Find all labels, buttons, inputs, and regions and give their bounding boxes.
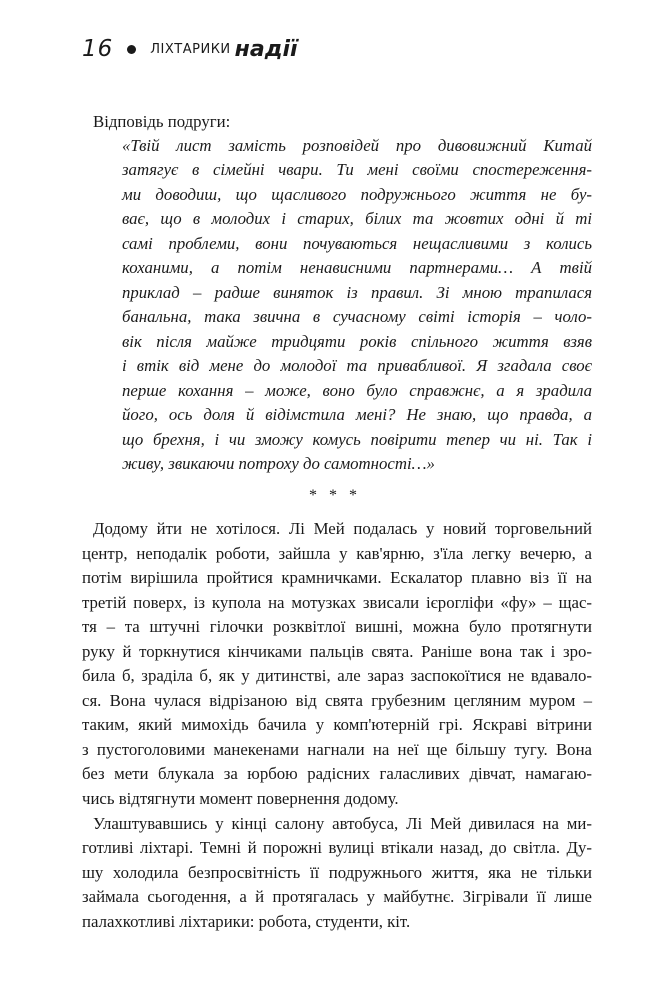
paragraph-line: третій поверх, із купола на мотузках звисали ієрогліфи «фу» – щас- bbox=[82, 593, 592, 612]
quote-line: вік після майже тридцяти років спільного життя взяв bbox=[122, 332, 592, 351]
paragraph-line: таким, який мимохідь бачила у комп'ютерній грі. Яскраві вітрини bbox=[82, 715, 592, 734]
quote-line: живу, звикаючи потроху до самотності…» bbox=[122, 454, 435, 473]
book-series-title: ЛІХТАРИКИ bbox=[150, 41, 231, 57]
page-number: 16 bbox=[82, 36, 114, 62]
bullet-dot-icon bbox=[127, 45, 136, 54]
quote-line: ває, що в молодих і старих, білих та жовтих одні й ті bbox=[122, 209, 592, 228]
paragraph-line: центр, неподалік роботи, зайшла у кав'ярню, з'їла легку вечерю, а bbox=[82, 544, 592, 563]
paragraph-line: шу холодила безпросвітність її подружнього життя, яка не тільки bbox=[82, 863, 592, 882]
quote-line: і втік від мене до молодої та привабливої. Я згадала своє bbox=[122, 356, 592, 375]
paragraph-line: Додому йти не хотілося. Лі Мей подалась у новий торговельний bbox=[93, 519, 592, 538]
paragraph-line: ся. Вона чулася відрізаною від свята грубезним цегляним муром – bbox=[82, 691, 592, 710]
quote-line: перше кохання – може, воно було справжнє, а я зрадила bbox=[122, 381, 592, 400]
quote-line: затягує в сімейні чвари. Ти мені своїми спостереження- bbox=[122, 160, 592, 179]
section-separator: * * * bbox=[309, 487, 361, 504]
paragraph-line: займала сьогодення, а й протягалась у майбутнє. Зігрівали її лише bbox=[82, 887, 592, 906]
quote-line: самі проблеми, вони почуваються нещасливими з колись bbox=[122, 234, 592, 253]
paragraph-line: палахкотливі ліхтарики: робота, студенти, кіт. bbox=[82, 912, 411, 931]
quote-line: коханими, а потім ненависними партнерами… А твій bbox=[122, 258, 592, 277]
quote-line: що брехня, і чи зможу комусь повірити тепер чи ні. Так і bbox=[122, 430, 592, 449]
paragraph-line: тя – та штучні гілочки розквітлої вишні, можна було протягнути bbox=[82, 617, 592, 636]
paragraph-line: чись відтягнути момент повернення додому. bbox=[82, 789, 399, 808]
quote-line: банальна, така звична в сучасному світі історія – чоло- bbox=[122, 307, 592, 326]
paragraph-line: руку й торкнутися кінчиками пальців свята. Раніше вона так і зро- bbox=[82, 642, 592, 661]
paragraph-line: без мети блукала за юрбою радісних галасливих дівчат, намагаю- bbox=[82, 764, 592, 783]
book-series-accent: надії bbox=[234, 36, 298, 62]
paragraph-line: з пустоголовими манекенами нагнали на неї ще більшу тугу. Вона bbox=[82, 740, 592, 759]
paragraph-line: била б, зраділа б, як у дитинстві, але зараз заспокоїтися не вдавало- bbox=[82, 666, 592, 685]
quote-line: ми доводиш, що щасливого подружнього життя не бу- bbox=[122, 185, 592, 204]
paragraph-line: Улаштувавшись у кінці салону автобуса, Лі Мей дивилася на ми- bbox=[93, 814, 592, 833]
paragraph-line: готливі ліхтарі. Темні й порожні вулиці втікали назад, до світла. Ду- bbox=[82, 838, 592, 857]
quote-line: «Твій лист замість розповідей про дивовижний Китай bbox=[122, 136, 592, 155]
quote-line: приклад – радше виняток із правил. Зі мною трапилася bbox=[122, 283, 592, 302]
running-header bbox=[82, 36, 298, 62]
paragraph-line: потім вирішила пройтися крамничками. Ескалатор плавно віз її на bbox=[82, 568, 592, 587]
quote-line: його, ось доля й відімстила мені? Не знаю, що правда, а bbox=[122, 405, 592, 424]
letter-intro: Відповідь подруги: bbox=[93, 112, 231, 131]
